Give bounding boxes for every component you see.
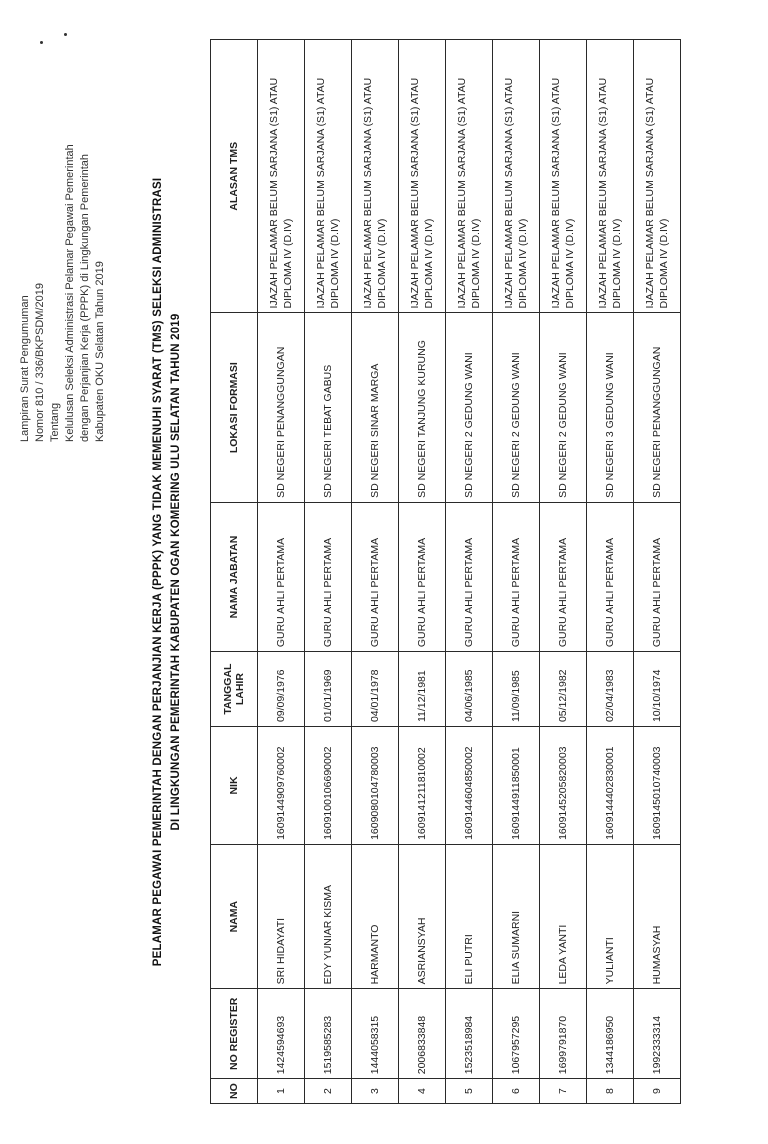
cell-tanggal-lahir: 04/06/1985 bbox=[446, 652, 493, 727]
table-row bbox=[540, 40, 587, 1104]
table-row bbox=[493, 40, 540, 1104]
cell-nik: 1609145205820003 bbox=[540, 727, 587, 845]
cell-nama: ASRIANSYAH bbox=[399, 844, 446, 989]
cell-tanggal-lahir: 10/10/1974 bbox=[634, 652, 681, 727]
cell-lokasi-formasi: SD NEGERI PENANGGUNGAN bbox=[634, 313, 681, 502]
cell-tanggal-lahir: 02/04/1983 bbox=[587, 652, 634, 727]
cell-nama-jabatan: GURU AHLI PERTAMA bbox=[446, 502, 493, 651]
cell-nama-jabatan: GURU AHLI PERTAMA bbox=[634, 502, 681, 651]
header-lokasi-formasi: LOKASI FORMASI bbox=[211, 313, 258, 502]
cell-no: 8 bbox=[587, 1079, 634, 1104]
table-header-row bbox=[211, 40, 258, 1104]
cell-no: 5 bbox=[446, 1079, 493, 1104]
table-row bbox=[446, 40, 493, 1104]
attachment-header bbox=[18, 82, 108, 442]
cell-lokasi-formasi: SD NEGERI TANJUNG KURUNG bbox=[399, 313, 446, 502]
table-row bbox=[634, 40, 681, 1104]
header-no-register: NO REGISTER bbox=[211, 989, 258, 1079]
cell-lokasi-formasi: SD NEGERI SINAR MARGA bbox=[352, 313, 399, 502]
cell-tanggal-lahir: 09/09/1976 bbox=[258, 652, 305, 727]
cell-no-register: 1699791870 bbox=[540, 989, 587, 1079]
cell-nama: SRI HIDAYATI bbox=[258, 844, 305, 989]
cell-nama: ELIA SUMARNI bbox=[493, 844, 540, 989]
cell-alasan-tms: IJAZAH PELAMAR BELUM SARJANA (S1) ATAU DIPLOMA IV (D.IV) bbox=[446, 40, 493, 313]
tms-applicants-table bbox=[210, 39, 681, 1104]
cell-nama-jabatan: GURU AHLI PERTAMA bbox=[587, 502, 634, 651]
cell-lokasi-formasi: SD NEGERI PENANGGUNGAN bbox=[258, 313, 305, 502]
perihal-line-3: Kabupaten OKU Selatan Tahun 2019 bbox=[94, 261, 106, 442]
header-no: NO bbox=[211, 1079, 258, 1104]
cell-no-register: 1424594693 bbox=[258, 989, 305, 1079]
cell-nik: 1609145010740003 bbox=[634, 727, 681, 845]
cell-nama: EDY YUNIAR KISMA bbox=[305, 844, 352, 989]
cell-lokasi-formasi: SD NEGERI 3 GEDUNG WANI bbox=[587, 313, 634, 502]
cell-nama-jabatan: GURU AHLI PERTAMA bbox=[399, 502, 446, 651]
cell-nama-jabatan: GURU AHLI PERTAMA bbox=[258, 502, 305, 651]
cell-no: 1 bbox=[258, 1079, 305, 1104]
cell-no-register: 1992333314 bbox=[634, 989, 681, 1079]
table-row bbox=[399, 40, 446, 1104]
cell-alasan-tms: IJAZAH PELAMAR BELUM SARJANA (S1) ATAU DIPLOMA IV (D.IV) bbox=[258, 40, 305, 313]
header-nik: NIK bbox=[211, 727, 258, 845]
cell-tanggal-lahir: 04/01/1978 bbox=[352, 652, 399, 727]
cell-no: 2 bbox=[305, 1079, 352, 1104]
header-nama: NAMA bbox=[211, 844, 258, 989]
document-title-line-1: PELAMAR PEGAWAI PEMERINTAH DENGAN PERJANJIAN KERJA (PPPK) YANG TIDAK MEMENUHI SYARAT (TMS) SELEKSI ADMINISTRASI bbox=[152, 177, 164, 967]
cell-alasan-tms: IJAZAH PELAMAR BELUM SARJANA (S1) ATAU DIPLOMA IV (D.IV) bbox=[540, 40, 587, 313]
cell-no-register: 1444058315 bbox=[352, 989, 399, 1079]
cell-nama-jabatan: GURU AHLI PERTAMA bbox=[305, 502, 352, 651]
scan-speck bbox=[40, 41, 43, 44]
perihal-line-1: Kelulusan Seleksi Administrasi Pelamar Pegawai Pemerintah bbox=[64, 144, 76, 442]
header-tanggal-lahir: TANGGAL LAHIR bbox=[211, 652, 258, 727]
cell-tanggal-lahir: 11/12/1981 bbox=[399, 652, 446, 727]
cell-no: 6 bbox=[493, 1079, 540, 1104]
cell-no-register: 1519585283 bbox=[305, 989, 352, 1079]
cell-nama: ELI PUTRI bbox=[446, 844, 493, 989]
cell-alasan-tms: IJAZAH PELAMAR BELUM SARJANA (S1) ATAU DIPLOMA IV (D.IV) bbox=[399, 40, 446, 313]
cell-no: 7 bbox=[540, 1079, 587, 1104]
cell-nik: 1609144909760002 bbox=[258, 727, 305, 845]
cell-nama: LEDA YANTI bbox=[540, 844, 587, 989]
cell-nama: HUMASYAH bbox=[634, 844, 681, 989]
cell-alasan-tms: IJAZAH PELAMAR BELUM SARJANA (S1) ATAU DIPLOMA IV (D.IV) bbox=[587, 40, 634, 313]
cell-tanggal-lahir: 11/09/1985 bbox=[493, 652, 540, 727]
cell-tanggal-lahir: 05/12/1982 bbox=[540, 652, 587, 727]
cell-lokasi-formasi: SD NEGERI 2 GEDUNG WANI bbox=[493, 313, 540, 502]
cell-no-register: 1067957295 bbox=[493, 989, 540, 1079]
document-title-line-2: DI LINGKUNGAN PEMERINTAH KABUPATEN OGAN KOMERING ULU SELATAN TAHUN 2019 bbox=[170, 313, 182, 831]
tentang-line: Tentang bbox=[49, 402, 61, 442]
cell-no-register: 1344186950 bbox=[587, 989, 634, 1079]
cell-tanggal-lahir: 01/01/1969 bbox=[305, 652, 352, 727]
cell-nik: 1609080104780003 bbox=[352, 727, 399, 845]
cell-no-register: 1523518984 bbox=[446, 989, 493, 1079]
cell-nik: 1609100106690002 bbox=[305, 727, 352, 845]
scan-speck bbox=[64, 33, 67, 36]
cell-nik: 1609144911850001 bbox=[493, 727, 540, 845]
perihal-line-2: dengan Perjanjian Kerja (PPPK) di Lingkungan Pemerintah bbox=[79, 153, 91, 442]
table-row bbox=[258, 40, 305, 1104]
cell-alasan-tms: IJAZAH PELAMAR BELUM SARJANA (S1) ATAU DIPLOMA IV (D.IV) bbox=[305, 40, 352, 313]
cell-lokasi-formasi: SD NEGERI 2 GEDUNG WANI bbox=[540, 313, 587, 502]
cell-nama-jabatan: GURU AHLI PERTAMA bbox=[352, 502, 399, 651]
header-alasan-tms: ALASAN TMS bbox=[211, 40, 258, 313]
cell-lokasi-formasi: SD NEGERI 2 GEDUNG WANI bbox=[446, 313, 493, 502]
cell-alasan-tms: IJAZAH PELAMAR BELUM SARJANA (S1) ATAU DIPLOMA IV (D.IV) bbox=[634, 40, 681, 313]
lampiran-line: Lampiran Surat Pengumuman bbox=[19, 295, 31, 442]
table-row bbox=[587, 40, 634, 1104]
cell-nik: 1609144402830001 bbox=[587, 727, 634, 845]
cell-nama: HARMANTO bbox=[352, 844, 399, 989]
cell-no-register: 2006833848 bbox=[399, 989, 446, 1079]
table-row bbox=[352, 40, 399, 1104]
nomor-line: Nomor 810 / 336/BKPSDM/2019 bbox=[34, 283, 46, 442]
cell-lokasi-formasi: SD NEGERI TEBAT GABUS bbox=[305, 313, 352, 502]
header-nama-jabatan: NAMA JABATAN bbox=[211, 502, 258, 651]
cell-nama-jabatan: GURU AHLI PERTAMA bbox=[493, 502, 540, 651]
cell-nik: 1609144604850002 bbox=[446, 727, 493, 845]
cell-no: 9 bbox=[634, 1079, 681, 1104]
cell-nik: 1609141211810002 bbox=[399, 727, 446, 845]
cell-nama-jabatan: GURU AHLI PERTAMA bbox=[540, 502, 587, 651]
table-row bbox=[305, 40, 352, 1104]
cell-alasan-tms: IJAZAH PELAMAR BELUM SARJANA (S1) ATAU DIPLOMA IV (D.IV) bbox=[352, 40, 399, 313]
cell-alasan-tms: IJAZAH PELAMAR BELUM SARJANA (S1) ATAU DIPLOMA IV (D.IV) bbox=[493, 40, 540, 313]
cell-no: 3 bbox=[352, 1079, 399, 1104]
cell-no: 4 bbox=[399, 1079, 446, 1104]
cell-nama: YULIANTI bbox=[587, 844, 634, 989]
